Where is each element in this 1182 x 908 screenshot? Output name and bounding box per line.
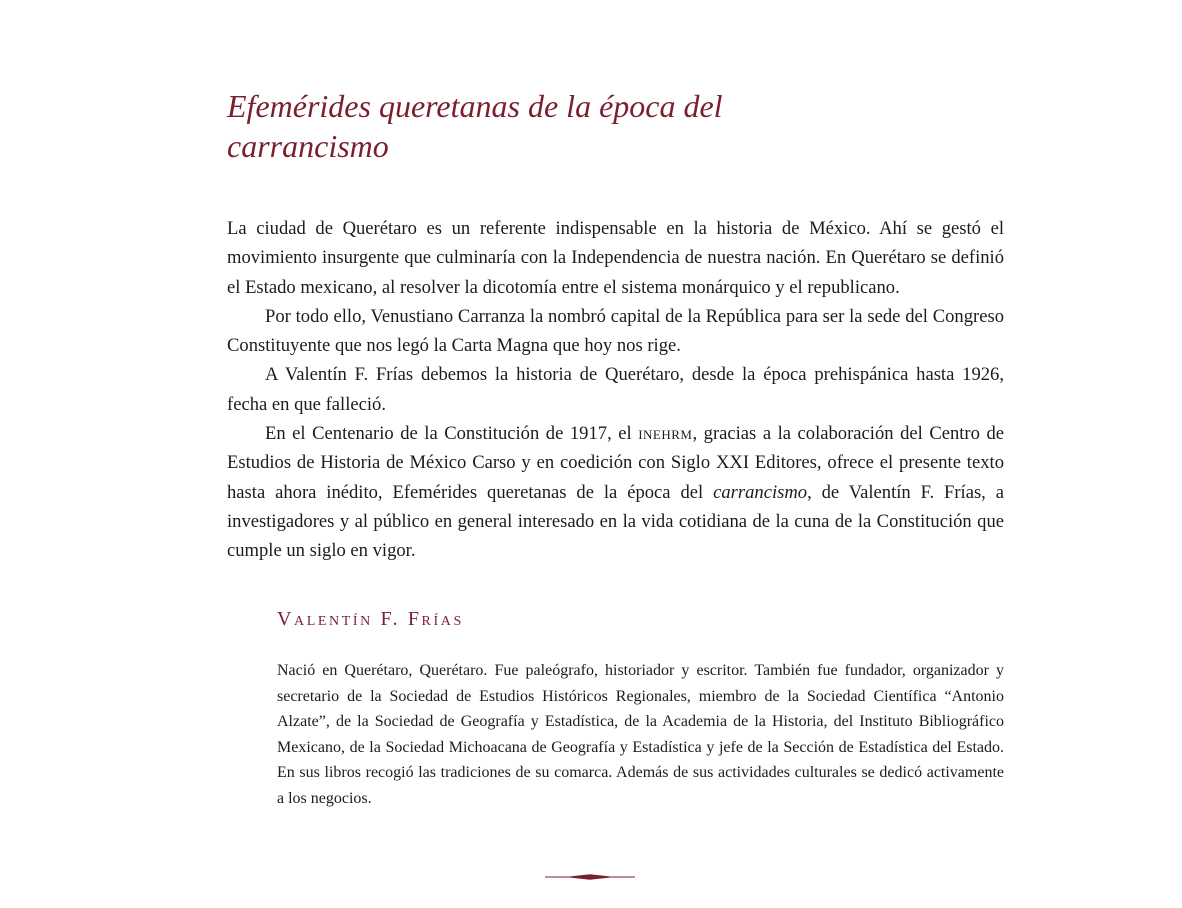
author-biography: Nació en Querétaro, Querétaro. Fue paleógrafo, historiador y escritor. También fue fundador, organizador y secretario de la Sociedad de Estudios Históricos Regionales, miembro de la Sociedad Científica “Antonio Alzate”, de la Sociedad de Geografía y Estadística, de la Academia de la Historia, del Instituto Bibliográfico Mexicano, de la Sociedad Michoacana de Geografía y Estadística y jefe de la Sección de Estadística del Estado. En sus libros recogió las tradiciones de su comarca. Además de sus actividades culturales se dedicó activamente a los negocios. [277, 662, 1004, 807]
title-line-2: carrancismo [227, 128, 389, 164]
intro-paragraph-1: La ciudad de Querétaro es un referente indispensable en la historia de México. Ahí se gestó el movimiento insurgente que culminaría con la Independencia de nuestra nación. En Querétaro se definió el Estado mexicano, al resolver la dicotomía entre el sistema monárquico y el republicano. [227, 218, 1004, 298]
introduction-text [227, 214, 1004, 566]
intro-paragraph-2: Por todo ello, Venustiano Carranza la nombró capital de la República para ser la sede del Congreso Constituyente que nos legó la Carta Magna que hoy nos rige. [227, 305, 1004, 357]
book-title-italic: carrancismo [713, 481, 808, 503]
intro-paragraph-4-part-a: En el Centenario de la Constitución de 1917, el [265, 423, 639, 445]
intro-paragraph-4 [227, 419, 1004, 565]
intro-paragraph-4-part-b: , gracias a la colaboración del Centro de Estudios de Historia de México Carso y en coedición con Siglo XXI Editores, ofrece el presente texto hasta ahora inédito, Efemérides queretanas de la época del [227, 423, 1004, 503]
page-title [227, 86, 847, 166]
diamond-rule-icon [545, 872, 635, 882]
title-line-1: Efemérides queretanas de la época del [227, 88, 723, 124]
author-heading: Valentín F. Frías [277, 608, 464, 630]
intro-paragraph-3: A Valentín F. Frías debemos la historia de Querétaro, desde la época prehispánica hasta 1926, fecha en que falleció. [227, 364, 1004, 415]
institution-abbreviation: inehrm [638, 423, 693, 445]
intro-paragraph-4-part-c: , de Valentín F. Frías, a investigadores y al público en general interesado en la vida cotidiana de la cuna de la Constitución que cumple un siglo en vigor. [227, 481, 1004, 562]
